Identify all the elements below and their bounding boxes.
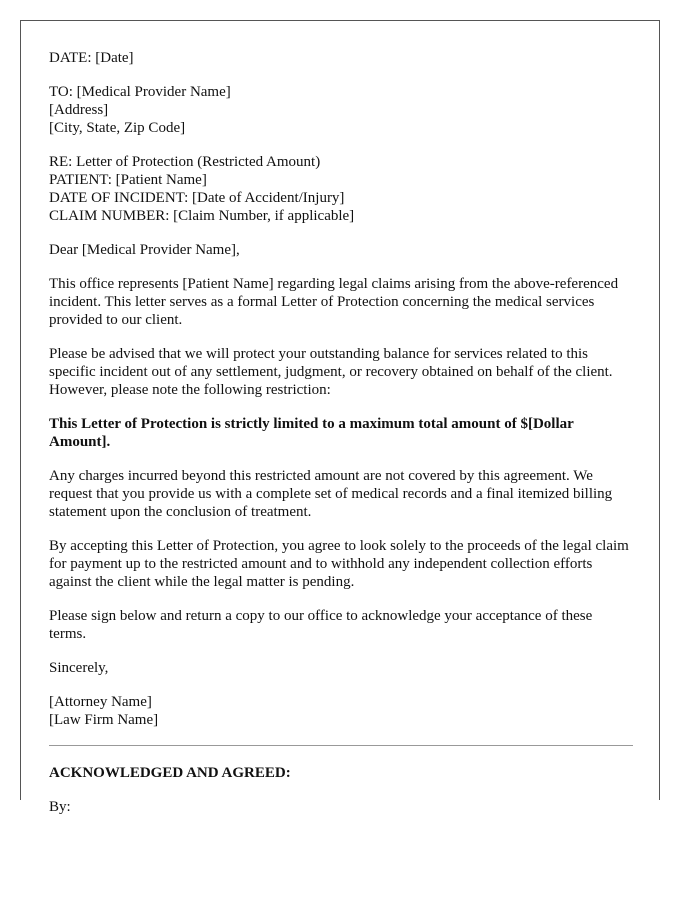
recipient-block (49, 83, 633, 137)
paragraph-excess-charges: Any charges incurred beyond this restricted amount are not covered by this agreement. We request that you provide us with a complete set of medical records and a final itemized billing statement upon the conclusion of treatment. (49, 468, 613, 520)
re-date-of-incident: DATE OF INCIDENT: [Date of Accident/Injury] (49, 190, 345, 206)
salutation: Dear [Medical Provider Name], (49, 242, 240, 258)
paragraph-representation: This office represents [Patient Name] regarding legal claims arising from the above-referenced incident. This letter serves as a formal Letter of Protection concerning the medical services provided to our client. (49, 276, 619, 328)
signature-block (49, 693, 633, 729)
acknowledgment-by-line (49, 798, 633, 816)
acknowledgment-heading: ACKNOWLEDGED AND AGREED: (49, 765, 291, 781)
date-line: DATE: [Date] (49, 50, 134, 66)
closing: Sincerely, (49, 660, 109, 676)
re-patient: PATIENT: [Patient Name] (49, 172, 207, 188)
letter-content (49, 49, 633, 816)
section-divider (49, 745, 633, 746)
reference-block (49, 153, 633, 225)
paragraph-sign-request: Please sign below and return a copy to our office to acknowledge your acceptance of these terms. (49, 608, 593, 642)
law-firm-name: [Law Firm Name] (49, 712, 159, 728)
paragraph-acceptance-terms: By accepting this Letter of Protection, you agree to look solely to the proceeds of the legal claim for payment up to the restricted amount and to withhold any independent collection efforts against the client while the legal matter is pending. (49, 538, 629, 590)
paragraph-restriction: This Letter of Protection is strictly limited to a maximum total amount of $[Dollar Amount]. (49, 416, 574, 450)
date-block (49, 49, 633, 67)
re-subject: RE: Letter of Protection (Restricted Amount) (49, 154, 321, 170)
recipient-name: TO: [Medical Provider Name] (49, 84, 231, 100)
by-label: By: (49, 799, 71, 815)
re-claim-number: CLAIM NUMBER: [Claim Number, if applicable] (49, 208, 355, 224)
recipient-address: [Address] (49, 102, 109, 118)
paragraph-protection-notice: Please be advised that we will protect your outstanding balance for services related to this specific incident out of any settlement, judgment, or recovery obtained on behalf of the client. However, please note the following restriction: (49, 346, 613, 398)
attorney-name: [Attorney Name] (49, 694, 152, 710)
letter-page (20, 20, 660, 815)
recipient-city-state-zip: [City, State, Zip Code] (49, 120, 186, 136)
